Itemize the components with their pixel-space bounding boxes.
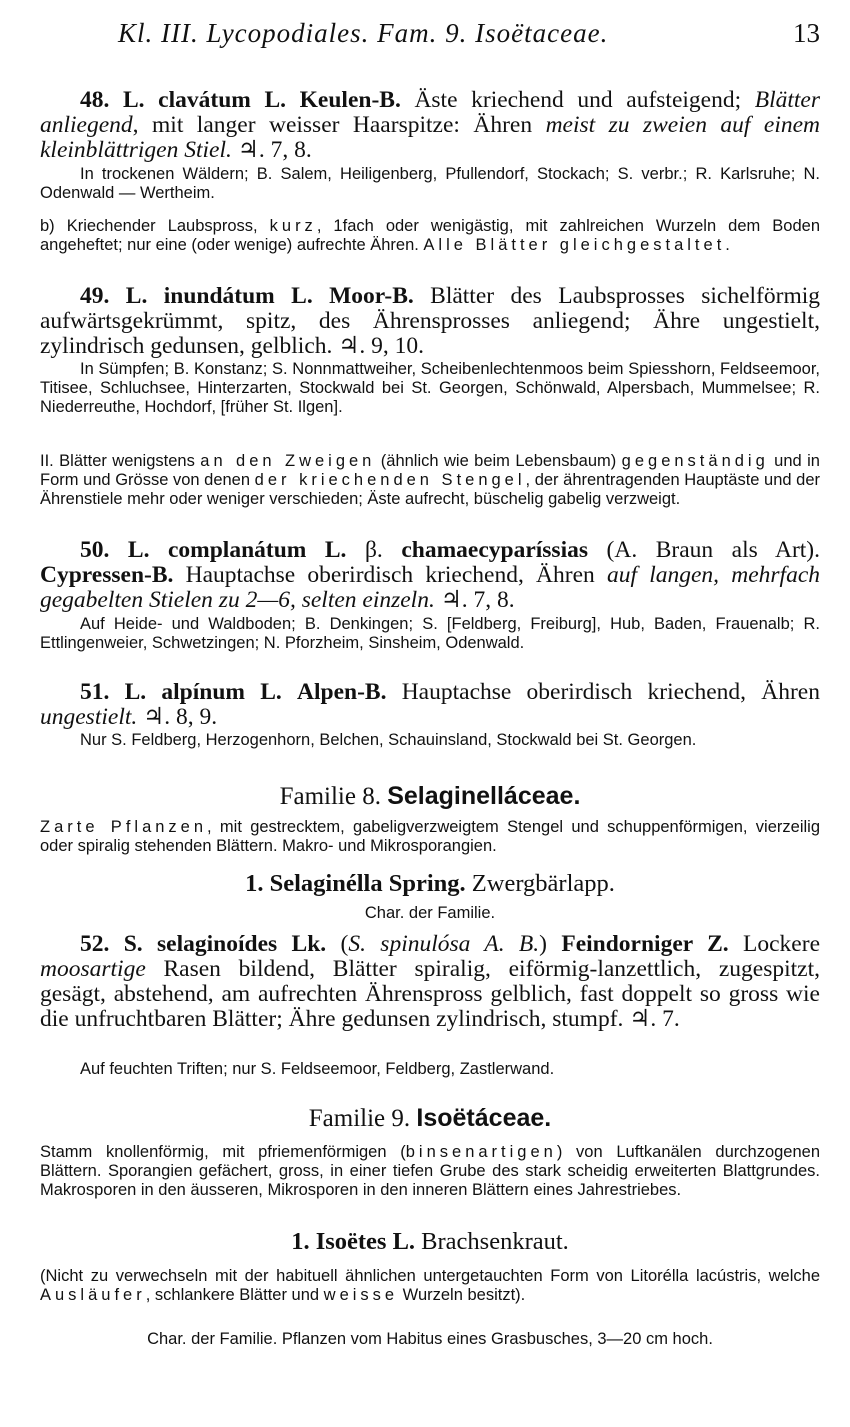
- species-49-localities: In Sümpfen; B. Konstanz; S. Nonnmattweiher, Scheibenlechtenmoos beim Spiesshorn, Feldseemoor, Titisee, Schluchsee, Hinterzarten, Stockwald bei St. Georgen, Schönwald, Alpersbach, Mummelsee; R. Niederreuthe, Hochdorf, [früher St. Ilgen].: [40, 360, 820, 416]
- species-52-localities: Auf feuchten Triften; nur S. Feldseemoor, Feldberg, Zastlerwand.: [80, 1060, 555, 1078]
- common-name: Alpen-B.: [297, 679, 387, 705]
- common-name: Cypressen-B.: [40, 562, 174, 588]
- family-8-heading: Familie 8. Selaginelláceae.: [279, 782, 581, 810]
- header-title: Kl. III. Lycopodiales. Fam. 9. Isoëtaceae.: [118, 18, 609, 48]
- genus-isoetes-heading: 1. Isoëtes L. Brachsenkraut.: [291, 1228, 569, 1255]
- section-b: b) Kriechender Laubspross, kurz, 1fach oder wenigästig, mit zahlreichen Wurzeln dem Boden angeheftet; nur eine (oder wenige) aufrechte Ähren. Alle Blätter gleichgestaltet.: [40, 217, 821, 254]
- species-52: 52. S. selaginoídes Lk. (S. spinulósa A. B.) Feindorniger Z. Lockere moosartige Rasen bildend, Blätter spiralig, eiförmig-lanzettlich, zugespitzt, gesägt, abstehend, am aufrechten Ährenspross gelblich, fast doppelt so gross wie die unfruchtbaren Blätter; Ähre gedunsen zylindrisch, stumpf. ♃. 7.: [40, 931, 820, 1032]
- species-name: S. selaginoídes Lk.: [123, 931, 327, 957]
- family-name: Selaginelláceae.: [387, 782, 581, 810]
- variety-name: chamaecyparíssias: [401, 537, 588, 563]
- running-header: [118, 18, 820, 52]
- species-number: 52.: [80, 931, 110, 957]
- family-9-heading: Familie 9. Isoëtáceae.: [308, 1104, 552, 1132]
- species-51-localities: Nur S. Feldberg, Herzogenhorn, Belchen, Schauinsland, Stockwald bei St. Georgen.: [80, 731, 697, 749]
- family-name: Isoëtáceae.: [416, 1104, 552, 1132]
- species-49: 49. L. inundátum L. Moor-B. Blätter des Laubsprosses sichelförmig aufwärtsgekrümmt, spitz, des Ährensprosses anliegend; Ähre ungestielt, zylindrisch gedunsen, gelblich. ♃. 9, 10.: [40, 283, 821, 359]
- species-number: 51.: [80, 679, 110, 705]
- species-48-localities: In trockenen Wäldern; B. Salem, Heiligenberg, Pfullendorf, Stockach; S. verbr.; R. Karlsruhe; N. Odenwald — Wertheim.: [40, 165, 820, 202]
- common-name: Keulen-B.: [299, 87, 401, 113]
- species-name: L. clavátum L.: [123, 87, 287, 113]
- species-50-localities: Auf Heide- und Waldboden; B. Denkingen; S. [Feldberg, Freiburg], Hub, Baden, Frauenalb; R. Ettlingenweier, Schwetzingen; N. Pforzheim, Sinsheim, Odenwald.: [40, 615, 820, 652]
- genus-selaginella-heading: 1. Selaginélla Spring. Zwergbärlapp.: [245, 870, 615, 897]
- species-name: L. complanátum L.: [127, 537, 347, 563]
- family-8-description: Zarte Pflanzen, mit gestrecktem, gabeligverzweigtem Stengel und schuppenförmigen, vierzeilig oder spiralig stehenden Blättern. Makro- und Mikrosporangien.: [40, 818, 820, 855]
- species-name: L. inundátum L.: [125, 283, 313, 309]
- species-51: 51. L. alpínum L. Alpen-B. Hauptachse oberirdisch kriechend, Ähren ungestielt. ♃. 8, 9.: [40, 679, 820, 730]
- species-name: L. alpínum L.: [124, 679, 282, 705]
- section-II: II. Blätter wenigstens an den Zweigen (ähnlich wie beim Lebensbaum) gegenständig und in Form und Grösse von denen der kriechenden Stengel, der ährentragenden Hauptäste und der Ährenstiele mehr oder weniger verschieden; Äste aufrecht, büschelig gabelig verzweigt.: [40, 452, 821, 508]
- isoetes-note: (Nicht zu verwechseln mit der habituell ähnlichen untergetauchten Form von Litorélla lacústris, welche Ausläufer, schlankere Blätter und weisse Wurzeln besitzt).: [40, 1267, 820, 1304]
- page-number: 13: [793, 18, 820, 48]
- family-8-char: Char. der Familie.: [364, 904, 496, 922]
- species-50: 50. L. complanátum L. β. chamaecyparíssias (A. Braun als Art). Cypressen-B. Hauptachse oberirdisch kriechend, Ähren auf langen, mehrfach gegabelten Stielen zu 2—6, selten einzeln. ♃. 7, 8.: [40, 537, 821, 613]
- species-number: 50.: [80, 537, 110, 563]
- common-name: Feindorniger Z.: [561, 931, 729, 957]
- genus-name: Isoëtes L.: [315, 1228, 416, 1255]
- family-9-char: Char. der Familie. Pflanzen vom Habitus eines Grasbusches, 3—20 cm hoch.: [147, 1330, 713, 1348]
- family-9-description: Stamm knollenförmig, mit pfriemenförmigen (binsenartigen) von Luftkanälen durchzogenen Blättern. Sporangien gefächert, gross, in einer tiefen Grube des stark scheidig erweiterten Blattgrundes. Makrosporen in den äusseren, Mikrosporen in den inneren Blättern eines Jahrestriebes.: [40, 1143, 820, 1199]
- genus-name: Selaginélla Spring.: [269, 870, 466, 897]
- common-name: Moor-B.: [329, 283, 414, 309]
- species-number: 48.: [80, 87, 110, 113]
- species-48: 48. L. clavátum L. Keulen-B. Äste kriechend und aufsteigend; Blätter anliegend, mit langer weisser Haarspitze: Ähren meist zu zweien auf einem kleinblättrigen Stiel. ♃. 7, 8.: [40, 87, 821, 163]
- species-number: 49.: [80, 283, 110, 309]
